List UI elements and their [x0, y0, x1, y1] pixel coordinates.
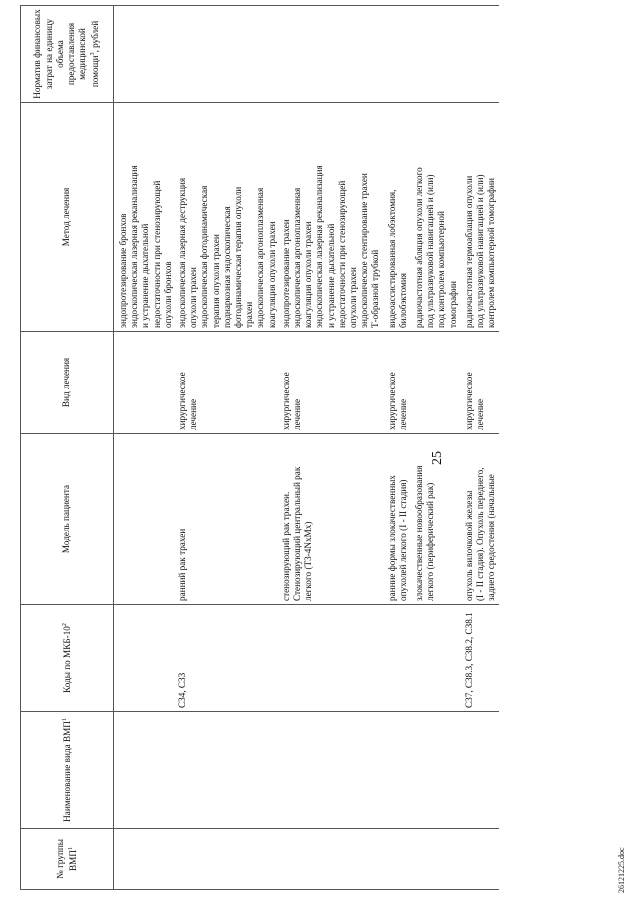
name-cell — [175, 712, 279, 829]
method-cell — [410, 103, 460, 332]
method-line: эндоскопическое стентирование трахеи — [359, 173, 370, 328]
group-cell — [175, 829, 279, 890]
method-cell — [383, 103, 410, 332]
name-cell — [279, 712, 383, 829]
code-cell — [383, 605, 410, 712]
name-cell — [114, 712, 176, 829]
method-line: Т-образной трубкой — [370, 249, 381, 328]
header-name: Наименование вида ВМП$^1$ — [21, 712, 114, 829]
type-line: хирургическое — [280, 372, 291, 430]
method-line: томографии — [447, 281, 458, 328]
name-cell — [410, 712, 460, 829]
model-cell — [460, 434, 499, 605]
group-cell — [383, 829, 410, 890]
model-cell — [114, 434, 176, 605]
code-line: C37, C38.3, C38.2, C38.1 — [463, 612, 474, 708]
method-line: эндоскопическая лазерная реканализация — [129, 165, 140, 328]
method-line: эндоскопическая аргоноплазменная — [292, 187, 303, 328]
norm-cell — [175, 6, 279, 103]
method-cell — [175, 103, 279, 332]
norm-cell — [383, 6, 410, 103]
norm-cell — [279, 6, 383, 103]
model-line: заднего средостения (начальные — [486, 474, 497, 601]
name-cell — [383, 712, 410, 829]
method-line: поднаркозная эндоскопическая — [221, 206, 232, 328]
method-line: терапия опухоли трахеи — [210, 234, 221, 328]
method-line: под ультразвуковой навигацией и (или) — [425, 174, 436, 328]
method-line: радиочастотная термоаблация опухоли — [463, 175, 474, 328]
type-cell — [279, 332, 383, 434]
type-line: хирургическое — [386, 372, 397, 430]
model-line: опухоль вилочковой железы — [463, 490, 474, 601]
model-cell — [279, 434, 383, 605]
type-cell — [175, 332, 279, 434]
table-row — [114, 6, 176, 890]
code-cell — [410, 605, 460, 712]
footer-filename: 26121225.doc — [617, 847, 626, 893]
method-line: под контролем компьютерной — [436, 211, 447, 328]
norm-cell — [460, 6, 499, 103]
method-line: фотодинамическая терапия опухоли — [233, 186, 244, 328]
group-cell — [114, 829, 176, 890]
method-line: под ультразвуковой навигацией и (или) — [475, 174, 486, 328]
header-method: Метод лечения — [21, 103, 114, 332]
code-cell — [175, 605, 279, 712]
group-cell — [279, 829, 383, 890]
type-cell — [410, 332, 460, 434]
method-line: эндоскопическая фотодинамическая — [199, 185, 210, 328]
type-cell — [383, 332, 410, 434]
method-line: коагуляция опухоли трахеи — [303, 221, 314, 328]
method-line: видеоассистированная лобэктомия, — [386, 189, 397, 328]
type-line: лечение — [188, 398, 199, 430]
header-model: Модель пациента — [21, 434, 114, 605]
method-line: опухоли трахеи — [348, 267, 359, 328]
method-line: опухоли бронхов — [162, 261, 173, 328]
header-norm: Норматив финансовых затрат на единицу объема предоставления медицинской помощи$^3$, рублей — [21, 6, 114, 103]
model-cell — [383, 434, 410, 605]
type-line: лечение — [292, 398, 303, 430]
method-line: недостаточности при стенозирующей — [336, 180, 347, 328]
method-line: эндоскопическая аргоноплазменная — [255, 187, 266, 328]
header-group: № группы ВМП$^1$ — [21, 829, 114, 890]
name-cell — [460, 712, 499, 829]
model-cell — [175, 434, 279, 605]
method-line: и устранение дыхательной — [325, 223, 336, 328]
method-cell — [114, 103, 176, 332]
type-line: хирургическое — [463, 372, 474, 430]
table-row — [410, 6, 460, 890]
group-cell — [460, 829, 499, 890]
method-line: радиочастотная абляция опухоли легкого — [414, 167, 425, 328]
table-row — [383, 6, 410, 890]
table-row — [279, 6, 383, 890]
type-line: лечение — [475, 398, 486, 430]
method-cell — [460, 103, 499, 332]
code-cell — [460, 605, 499, 712]
model-line: Стенозирующий центральный рак — [292, 466, 303, 601]
method-line: эндопротезирование трахеи — [280, 219, 291, 328]
method-line: эндоскопическая лазерная деструкция — [177, 177, 188, 328]
method-line: трахеи — [244, 301, 255, 328]
model-line: легкого (периферический рак) — [425, 482, 436, 601]
table-body — [114, 6, 499, 890]
model-line: опухолей легкого (I - II стадия) — [397, 479, 408, 601]
model-line: ранний рак трахеи — [177, 528, 188, 601]
header-codes: Коды по МКБ-$10^2$ — [21, 605, 114, 712]
group-cell — [410, 829, 460, 890]
type-cell — [460, 332, 499, 434]
model-line: легкого (T3-4NxMx) — [303, 521, 314, 601]
type-line: лечение — [397, 398, 408, 430]
method-line: недостаточности при стенозирующей — [151, 180, 162, 328]
method-line: контролем компьютерной томографии — [486, 178, 497, 328]
method-line: и устранение дыхательной — [140, 223, 151, 328]
method-line: эндопротезирование бронхов — [118, 213, 128, 328]
vmp-table — [20, 5, 499, 890]
method-cell — [279, 103, 383, 332]
norm-cell — [410, 6, 460, 103]
norm-cell — [114, 6, 176, 103]
page-number: 25 — [430, 451, 445, 465]
model-line: злокачественные новообразования — [414, 465, 425, 601]
header-type: Вид лечения — [21, 332, 114, 434]
method-line: билобэктомия — [397, 273, 408, 328]
method-line: эндоскопическая лазерная реканализация — [314, 165, 325, 328]
model-line: ранние формы злокачественных — [386, 475, 397, 601]
method-line: опухоли трахеи — [188, 267, 199, 328]
model-line: стенозирующий рак трахеи. — [280, 491, 291, 601]
model-line: (I - II стадия). Опухоль переднего, — [475, 467, 486, 601]
code-line: C34, C33 — [177, 672, 188, 708]
method-line: коагуляция опухоли трахеи — [266, 221, 277, 328]
header-row — [21, 6, 114, 890]
table-row — [175, 6, 279, 890]
table-row — [460, 6, 499, 890]
type-line: хирургическое — [177, 372, 188, 430]
code-cell — [114, 605, 176, 712]
type-cell — [114, 332, 176, 434]
code-cell — [279, 605, 383, 712]
model-cell — [410, 434, 460, 605]
